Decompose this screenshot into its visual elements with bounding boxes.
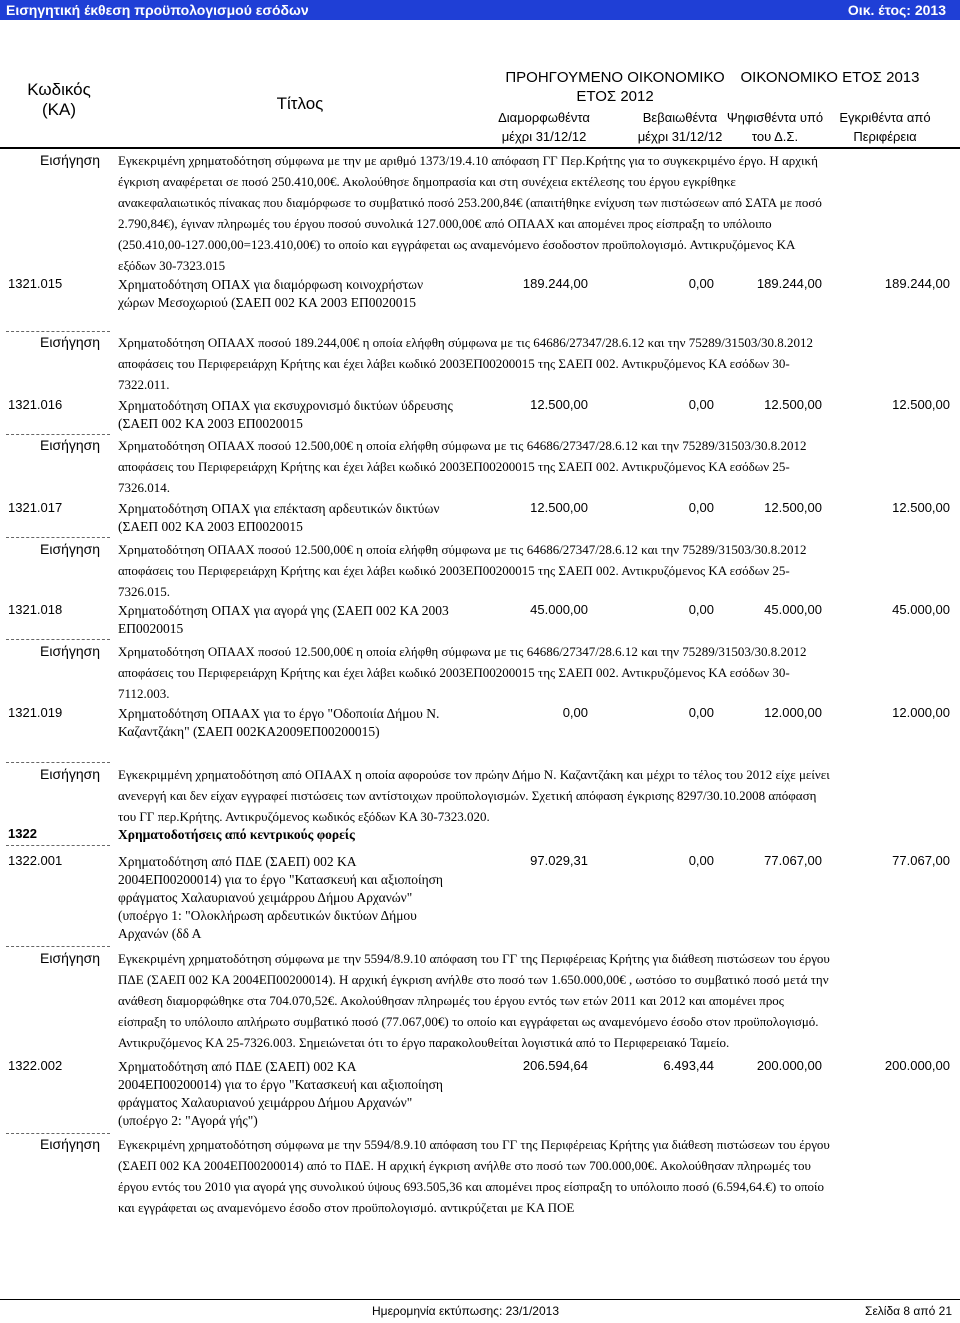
row-title: Χρηματοδότηση ΟΠΑΧ για αγορά γης (ΣΑΕΠ 002 ΚΑ 2003 ΕΠ0020015 — [118, 603, 449, 636]
report-title: Εισηγητική έκθεση προϋπολογισμού εσόδων — [6, 2, 309, 18]
row-approved: 45.000,00 — [892, 602, 950, 617]
report-title-bar — [0, 0, 960, 20]
row-approved: 77.067,00 — [892, 853, 950, 868]
row-code: 1321.019 — [8, 705, 63, 720]
row-certified: 6.493,44 — [663, 1058, 714, 1073]
row-voted: 45.000,00 — [764, 602, 822, 617]
proposal-label: Εισήγηση — [40, 541, 101, 557]
header-prev-year: ΠΡΟΗΓΟΥΜΕΝΟ ΟΙΚΟΝΟΜΙΚΟ ΕΤΟΣ 2012 — [505, 69, 725, 105]
header-col-approved: Εγκριθέντα από Περιφέρεια — [839, 110, 931, 144]
header-code: Κωδικός (ΚΑ) — [27, 80, 91, 119]
row-certified: 0,00 — [688, 853, 714, 868]
proposal-note: Εγκεκριμένη χρηματοδότηση σύμφωνα με την 5594/8.9.10 απόφαση του ΓΓ της Περιφέρειας Κρήτης για διάθεση πιστώσεων του έργου (ΣΑΕΠ 002 ΚΑ 2004ΕΠ00200014) από το ΠΔΕ. Η αρχική έγκριση ανήλθε στο ποσό των 700.000,00€. Ακολούθησαν πληρωμές του έργου εντός του 2010 για αγορά γης συνολικού ύψους 693.505,36 και απομένει προς είσπραξη το υπόλοιπο ποσό (6.594,64.€) το οποίο και εγγράφεται ως αναμενόμενο έσοδο στον προϋπολογισμό. αντικρύζεται με ΚΑ ΠΟΕ — [118, 1137, 830, 1215]
row-code: 1321.017 — [8, 500, 63, 515]
proposal-label: Εισήγηση — [40, 766, 101, 782]
row-code: 1322.001 — [8, 853, 63, 868]
row-voted: 200.000,00 — [756, 1058, 822, 1073]
row-formed: 12.500,00 — [530, 397, 588, 412]
row-voted: 12.500,00 — [764, 397, 822, 412]
proposal-label: Εισήγηση — [40, 334, 101, 350]
header-col-voted: Ψηφισθέντα υπό του Δ.Σ. — [726, 110, 824, 144]
proposal-note: Εγκεκριμένη χρηματοδότηση σύμφωνα με την με αριθμό 1373/19.4.10 απόφαση ΓΓ Περ.Κρήτης για το συγκεκριμένο έργο. Η αρχική έγκριση αναφέρεται σε ποσό 250.410,00€. Ακολούθησε δημοπρασία και στη συνέχεια εκτέλεσης του έργου εγκρίθηκε ανακεφαλαιωτικός πίνακας που διαμόρφωσε το συμβατικό ποσό 253.200,84€ (απαιτήθηκε ενίχυση των πιστώσεων από ΣΑΤΑ με ποσό 2.790,84€), έγιναν πληρωμές του έργου ποσού συνολικά 127.000,00€ από ΟΠΑΑΧ και απομένει προς είσπραξη το υπόλοιπο (250.410,00-127.000,00=123.410,00€) το οποίο και εγγράφεται ως αναμενόμενο έσοδοστον προϋπολογισμό. Αντικρυζόμενος ΚΑ εξόδων 30-7323.015 — [118, 153, 822, 273]
proposal-note: Χρηματοδότηση ΟΠΑΑΧ ποσού 189.244,00€ η οποία ελήφθη σύμφωνα με τις 64686/27347/28.6.12 και την 75289/31503/30.8.2012 αποφάσεις του Περιφερειάρχη Κρήτης και έχει λάβει κωδικό 2003ΕΠ00200015 της ΣΑΕΠ 002. Αντικρυζόμενος ΚΑ εσόδων 30-7322.011. — [118, 335, 814, 392]
row-approved: 200.000,00 — [884, 1058, 950, 1073]
row-formed: 97.029,31 — [530, 853, 588, 868]
row-approved: 12.500,00 — [892, 397, 950, 412]
row-separator — [6, 537, 110, 538]
header-col-formed: Διαμορφωθέντα μέχρι 31/12/12 — [498, 110, 590, 144]
row-approved: 12.500,00 — [892, 500, 950, 515]
row-separator — [6, 331, 110, 332]
row-separator — [6, 762, 110, 763]
proposal-label: Εισήγηση — [40, 950, 101, 966]
row-title: Χρηματοδότηση ΟΠΑΑΧ για το έργο "Οδοποιία Δήμου Ν. Καζαντζάκη" (ΣΑΕΠ 002ΚΑ2009ΕΠ00200015) — [118, 706, 440, 739]
print-date: Ημερομηνία εκτύπωσης: 23/1/2013 — [372, 1304, 560, 1318]
row-certified: 0,00 — [688, 500, 714, 515]
page-number: Σελίδα 8 από 21 — [865, 1304, 952, 1318]
proposal-label: Εισήγηση — [40, 152, 101, 168]
proposal-note: Χρηματοδότηση ΟΠΑΑΧ ποσού 12.500,00€ η οποία ελήφθη σύμφωνα με τις 64686/27347/28.6.12 και την 75289/31503/30.8.2012 αποφάσεις του Περιφερειάρχη Κρήτης και έχει λάβει κωδικό 2003ΕΠ00200015 της ΣΑΕΠ 002. Αντικρυζόμενος ΚΑ εσόδων 25-7326.015. — [118, 542, 807, 599]
proposal-label: Εισήγηση — [40, 1136, 101, 1152]
row-separator — [6, 1133, 110, 1134]
row-separator — [6, 434, 110, 435]
footer-divider — [0, 1299, 960, 1300]
row-formed: 189.244,00 — [522, 276, 588, 291]
row-title: Χρηματοδότηση ΟΠΑΧ για επέκταση αρδευτικών δικτύων (ΣΑΕΠ 002 ΚΑ 2003 ΕΠ0020015 — [118, 501, 440, 534]
row-formed: 206.594,64 — [522, 1058, 588, 1073]
proposal-note: Χρηματοδότηση ΟΠΑΑΧ ποσού 12.500,00€ η οποία ελήφθη σύμφωνα με τις 64686/27347/28.6.12 και την 75289/31503/30.8.2012 αποφάσεις του Περιφερειάρχη Κρήτης και έχει λάβει κωδικό 2003ΕΠ00200015 της ΣΑΕΠ 002. Αντικρυζόμενος ΚΑ εσόδων 25-7326.014. — [118, 438, 807, 495]
row-code: 1321.015 — [8, 276, 63, 291]
header-divider — [0, 147, 960, 149]
row-formed: 12.500,00 — [530, 500, 588, 515]
row-code: 1321.016 — [8, 397, 63, 412]
proposal-note: Εγκεκριμμένη χρηματοδότηση από ΟΠΑΑΧ η οποία αφορούσε τον πρώην Δήμο Ν. Καζαντζάκη και μέχρι το τέλος του 2012 είχε μείνει ανενεργή και δεν είχαν εγγραφεί πιστώσεις των αντίστοιχων προϋπολογισμών. Σχετική απόφαση έγκρισης 8297/30.10.2008 απόφαση του ΓΓ περ.Κρήτης. Αντικρυζόμενος κωδικός εξόδων ΚΑ 30-7323.020. — [118, 767, 830, 824]
row-voted: 12.500,00 — [764, 500, 822, 515]
row-separator — [6, 845, 110, 846]
row-voted: 12.000,00 — [764, 705, 822, 720]
proposal-note: Εγκεκριμένη χρηματοδότηση σύμφωνα με την 5594/8.9.10 απόφαση του ΓΓ της Περιφέρειας Κρήτης για διάθεση πιστώσεων του έργου ΠΔΕ (ΣΑΕΠ 002 ΚΑ 2004ΕΠ00200014). Η αρχική έγκριση ανήλθε στο ποσό των 1.650.000,00€ , ωστόσο το συμβατικό ποσό μετά την ανάθεση διαμορφώθηκε στα 704.070,52€. Ακολούθησαν πληρωμές του έργου εντός των ετών 2011 και 2012 και απομένει προς είσπραξη το υπόλοιπο απλήρωτο συμβατικό ποσό (77.067,00€) το οποίο και εγγράφεται ως αναμενόμενο έσοδο στον προϋπολογισμό. Αντικρυζόμενος ΚΑ 25-7326.003. Σημειώνεται ότι το έργο παρακολουθείται λογιστικά από το Περιφερειακό Ταμείο. — [118, 951, 830, 1050]
row-separator — [6, 639, 110, 640]
row-title: Χρηματοδότηση από ΠΔΕ (ΣΑΕΠ) 002 ΚΑ 2004ΕΠ00200014) για το έργο "Κατασκευή και αξιοποίηση φράγματος Χαλαυριανού χειμάρρου Δήμου Αρχανών" (υποέργο 1: "Ολοκλήρωση αρδευτικών δικτύων Δήμου Αρχανών (δδ Α — [118, 854, 443, 941]
row-certified: 0,00 — [688, 705, 714, 720]
row-voted: 77.067,00 — [764, 853, 822, 868]
row-formed: 0,00 — [562, 705, 588, 720]
row-approved: 12.000,00 — [892, 705, 950, 720]
row-title: Χρηματοδότηση από ΠΔΕ (ΣΑΕΠ) 002 ΚΑ 2004ΕΠ00200014) για το έργο "Κατασκευή και αξιοποίηση φράγματος Χαλαυριανού χειμάρρου Δήμου Αρχανών" (υποέργο 2: "Αγορά γής") — [118, 1059, 443, 1128]
row-certified: 0,00 — [688, 602, 714, 617]
row-voted: 189.244,00 — [756, 276, 822, 291]
header-title: Τίτλος — [276, 94, 324, 113]
group-title: Χρηματοδοτήσεις από κεντρικούς φορείς — [118, 827, 355, 842]
row-certified: 0,00 — [688, 276, 714, 291]
group-code: 1322 — [8, 826, 37, 841]
row-separator — [6, 946, 110, 947]
row-title: Χρηματοδότηση ΟΠΑΧ για διαμόρφωση κοινοχρήστων χώρων Μεσοχωριού (ΣΑΕΠ 002 ΚΑ 2003 ΕΠ0020015 — [118, 277, 424, 310]
row-code: 1321.018 — [8, 602, 63, 617]
header-col-certified: Βεβαιωθέντα μέχρι 31/12/12 — [637, 110, 723, 144]
row-certified: 0,00 — [688, 397, 714, 412]
proposal-label: Εισήγηση — [40, 643, 101, 659]
row-title: Χρηματοδότηση ΟΠΑΧ για εκσυχρονισμό δικτύων ύδρευσης (ΣΑΕΠ 002 ΚΑ 2003 ΕΠ0020015 — [118, 398, 453, 431]
header-cur-year: ΟΙΚΟΝΟΜΙΚΟ ΕΤΟΣ 2013 — [740, 69, 920, 86]
proposal-label: Εισήγηση — [40, 437, 101, 453]
row-formed: 45.000,00 — [530, 602, 588, 617]
fiscal-year: Οικ. έτος: 2013 — [847, 2, 946, 18]
proposal-note: Χρηματοδότηση ΟΠΑΑΧ ποσού 12.500,00€ η οποία ελήφθη σύμφωνα με τις 64686/27347/28.6.12 και την 75289/31503/30.8.2012 αποφάσεις του Περιφερειάρχη Κρήτης και έχει λάβει κωδικό 2003ΕΠ00200015 της ΣΑΕΠ 002. Αντικρυζόμενος ΚΑ εσόδων 30-7112.003. — [118, 644, 807, 701]
row-approved: 189.244,00 — [884, 276, 950, 291]
row-code: 1322.002 — [8, 1058, 63, 1073]
